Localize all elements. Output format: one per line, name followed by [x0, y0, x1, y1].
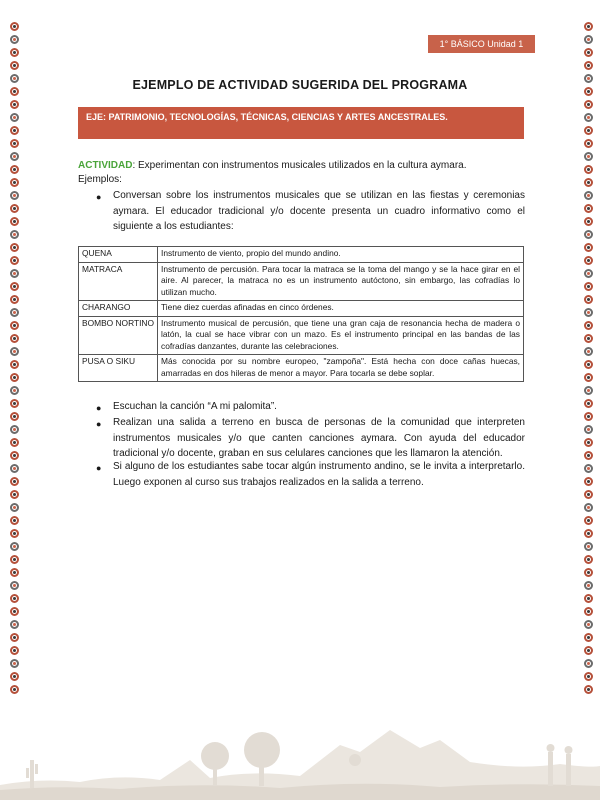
pattern-motif-icon	[584, 204, 593, 213]
pattern-motif-icon	[10, 620, 19, 629]
instruments-table	[78, 246, 524, 382]
pattern-motif-icon	[10, 243, 19, 252]
pattern-motif-icon	[10, 334, 19, 343]
pattern-motif-icon	[584, 438, 593, 447]
pattern-motif-icon	[10, 48, 19, 57]
pattern-motif-icon	[584, 529, 593, 538]
pattern-motif-icon	[10, 659, 19, 668]
pattern-motif-icon	[584, 113, 593, 122]
pattern-motif-icon	[584, 594, 593, 603]
pattern-motif-icon	[10, 100, 19, 109]
pattern-motif-icon	[10, 269, 19, 278]
pattern-motif-icon	[584, 633, 593, 642]
table-row	[79, 355, 524, 382]
bullet-text-2: Escuchan la canción “A mi palomita”.	[113, 401, 277, 412]
pattern-motif-icon	[584, 282, 593, 291]
pattern-motif-icon	[10, 568, 19, 577]
pattern-motif-icon	[584, 646, 593, 655]
instrument-name-cell: PUSA O SIKU	[79, 355, 158, 382]
activity-text: : Experimentan con instrumentos musicales utilizados en la cultura aymara.	[132, 160, 467, 171]
pattern-motif-icon	[10, 126, 19, 135]
pattern-motif-icon	[10, 61, 19, 70]
pattern-motif-icon	[584, 620, 593, 629]
andean-pattern-border-right	[581, 20, 595, 700]
instrument-name-cell: BOMBO NORTINO	[79, 316, 158, 355]
pattern-motif-icon	[10, 321, 19, 330]
pattern-motif-icon	[584, 607, 593, 616]
pattern-motif-icon	[10, 594, 19, 603]
pattern-motif-icon	[10, 490, 19, 499]
pattern-motif-icon	[10, 516, 19, 525]
pattern-motif-icon	[584, 412, 593, 421]
instrument-description-cell: Instrumento musical de percusión, que tiene una gran caja de resonancia hecha de madera o latón, la cual se hace vibrar con un mazo. Es el instrumento principal en las bandas de las cofradías danzantes, durante las celebraciones.	[158, 316, 524, 355]
pattern-motif-icon	[10, 529, 19, 538]
pattern-motif-icon	[584, 230, 593, 239]
pattern-motif-icon	[584, 165, 593, 174]
pattern-motif-icon	[584, 386, 593, 395]
pattern-motif-icon	[10, 477, 19, 486]
pattern-motif-icon	[584, 555, 593, 564]
pattern-motif-icon	[584, 100, 593, 109]
pattern-motif-icon	[10, 282, 19, 291]
examples-heading: Ejemplos:	[78, 174, 122, 185]
bullet-icon: ●	[96, 192, 102, 202]
pattern-motif-icon	[584, 568, 593, 577]
pattern-motif-icon	[10, 256, 19, 265]
pattern-motif-icon	[10, 217, 19, 226]
andean-pattern-border-left	[7, 20, 21, 700]
pattern-motif-icon	[10, 425, 19, 434]
pattern-motif-icon	[10, 438, 19, 447]
pattern-motif-icon	[584, 581, 593, 590]
pattern-motif-icon	[10, 191, 19, 200]
pattern-motif-icon	[10, 152, 19, 161]
instrument-description-cell: Instrumento de percusión. Para tocar la matraca se la toma del mango y se la hace girar en el aire. Al parecer, la matraca no es un instrumento autóctono, sin embargo, las cofradías lo utilizan mucho.	[158, 262, 524, 301]
pattern-motif-icon	[584, 334, 593, 343]
page-title: EJEMPLO DE ACTIVIDAD SUGERIDA DEL PROGRAMA	[132, 78, 468, 92]
pattern-motif-icon	[584, 256, 593, 265]
pattern-motif-icon	[584, 178, 593, 187]
pattern-motif-icon	[584, 61, 593, 70]
activity-line	[78, 159, 528, 173]
instrument-name-cell: QUENA	[79, 247, 158, 263]
pattern-motif-icon	[584, 243, 593, 252]
pattern-motif-icon	[10, 347, 19, 356]
pattern-motif-icon	[10, 139, 19, 148]
pattern-motif-icon	[584, 126, 593, 135]
unit-badge: 1° BÁSICO Unidad 1	[428, 35, 535, 53]
pattern-motif-icon	[584, 503, 593, 512]
pattern-motif-icon	[10, 503, 19, 512]
pattern-motif-icon	[10, 22, 19, 31]
pattern-motif-icon	[584, 321, 593, 330]
pattern-motif-icon	[584, 464, 593, 473]
pattern-motif-icon	[10, 230, 19, 239]
eje-banner: EJE: PATRIMONIO, TECNOLOGÍAS, TÉCNICAS, CIENCIAS Y ARTES ANCESTRALES.	[78, 107, 524, 139]
bullet-icon: ●	[96, 463, 102, 473]
bullet-icon: ●	[96, 419, 102, 429]
landscape-silhouette-icon	[0, 690, 600, 800]
pattern-motif-icon	[584, 269, 593, 278]
pattern-motif-icon	[10, 308, 19, 317]
pattern-motif-icon	[10, 607, 19, 616]
pattern-motif-icon	[584, 659, 593, 668]
pattern-motif-icon	[584, 373, 593, 382]
pattern-motif-icon	[10, 360, 19, 369]
pattern-motif-icon	[584, 22, 593, 31]
pattern-motif-icon	[10, 204, 19, 213]
pattern-motif-icon	[584, 139, 593, 148]
pattern-motif-icon	[10, 672, 19, 681]
bullet-text-3: Realizan una salida a terreno en busca de personas de la comunidad que interpreten instrumentos musicales y/o que canten canciones aymara. Con ayuda del educador tradicional y/o docente, graban en sus celulares canciones que les llamaron la atención.	[113, 417, 525, 459]
bullet-text-4: Si alguno de los estudiantes sabe tocar algún instrumento andino, se le invita a interpretarlo. Luego exponen al curso sus trabajos realizados en la salida a terreno.	[113, 461, 525, 488]
pattern-motif-icon	[584, 48, 593, 57]
pattern-motif-icon	[10, 295, 19, 304]
pattern-motif-icon	[584, 347, 593, 356]
pattern-motif-icon	[10, 178, 19, 187]
table-row	[79, 316, 524, 355]
activity-label: ACTIVIDAD	[78, 160, 133, 171]
pattern-motif-icon	[584, 451, 593, 460]
pattern-motif-icon	[584, 152, 593, 161]
pattern-motif-icon	[584, 217, 593, 226]
pattern-motif-icon	[10, 35, 19, 44]
pattern-motif-icon	[10, 399, 19, 408]
instrument-name-cell: CHARANGO	[79, 301, 158, 317]
instrument-name-cell: MATRACA	[79, 262, 158, 301]
pattern-motif-icon	[10, 555, 19, 564]
bullet-icon: ●	[96, 403, 102, 413]
instrument-description-cell: Más conocida por su nombre europeo, "zampoña". Está hecha con doce cañas huecas, amarradas en dos hileras de menor a mayor. Para tocarla se debe soplar.	[158, 355, 524, 382]
pattern-motif-icon	[584, 516, 593, 525]
instrument-description-cell: Tiene diez cuerdas afinadas en cinco órdenes.	[158, 301, 524, 317]
table-row	[79, 262, 524, 301]
pattern-motif-icon	[10, 451, 19, 460]
pattern-motif-icon	[10, 386, 19, 395]
pattern-motif-icon	[584, 477, 593, 486]
pattern-motif-icon	[10, 633, 19, 642]
pattern-motif-icon	[584, 490, 593, 499]
pattern-motif-icon	[10, 165, 19, 174]
instrument-description-cell: Instrumento de viento, propio del mundo andino.	[158, 247, 524, 263]
pattern-motif-icon	[10, 646, 19, 655]
pattern-motif-icon	[10, 113, 19, 122]
pattern-motif-icon	[10, 542, 19, 551]
pattern-motif-icon	[584, 295, 593, 304]
pattern-motif-icon	[584, 425, 593, 434]
table-row	[79, 247, 524, 263]
pattern-motif-icon	[10, 373, 19, 382]
pattern-motif-icon	[10, 412, 19, 421]
bullet-text-1: Conversan sobre los instrumentos musicales que se utilizan en las fiestas y ceremonias aymara. El educador tradicional y/o docente presenta un cuadro informativo como el siguiente a los estudiantes:	[113, 190, 525, 232]
pattern-motif-icon	[10, 464, 19, 473]
pattern-motif-icon	[584, 542, 593, 551]
pattern-motif-icon	[584, 191, 593, 200]
table-row	[79, 301, 524, 317]
pattern-motif-icon	[584, 672, 593, 681]
pattern-motif-icon	[584, 399, 593, 408]
pattern-motif-icon	[584, 360, 593, 369]
pattern-motif-icon	[584, 308, 593, 317]
pattern-motif-icon	[584, 35, 593, 44]
pattern-motif-icon	[10, 581, 19, 590]
